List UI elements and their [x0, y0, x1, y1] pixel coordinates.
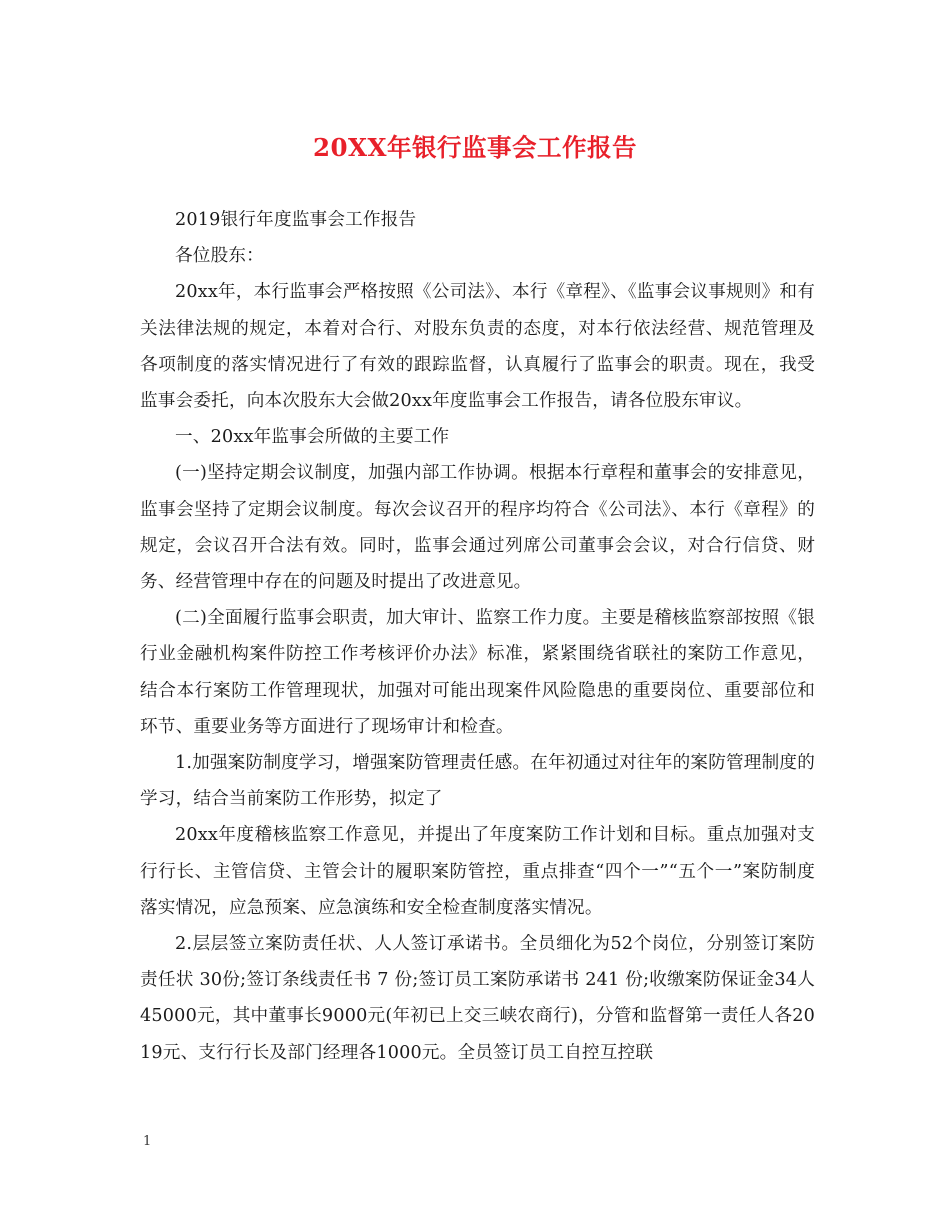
paragraph-subsection-2: (二)全面履行监事会职责，加大审计、监察工作力度。主要是稽核监察部按照《银行业金融机构案件防控工作考核评价办法》标准，紧紧围绕省联社的案防工作意见，结合本行案防工作管理现状，加强对可能出现案件风险隐患的重要岗位、重要部位和环节、重要业务等方面进行了现场审计和检查。 — [140, 608, 815, 737]
document-body — [140, 202, 815, 1071]
paragraph-intro: 20xx年，本行监事会严格按照《公司法》、本行《章程》、《监事会议事规则》和有关法律法规的规定，本着对合行、对股东负责的态度，对本行依法经营、规范管理及各项制度的落实情况进行了有效的跟踪监督，认真履行了监事会的职责。现在，我受监事会委托，向本次股东大会做20xx年度监事会工作报告，请各位股东审议。 — [140, 282, 815, 412]
paragraph-item-2: 2.层层签立案防责任状、人人签订承诺书。全员细化为52个岗位，分别签订案防责任状 30份;签订条线责任书 7 份;签订员工案防承诺书 241 份;收缴案防保证金34人45000元，其中董事长9000元(年初已上交三峡农商行)，分管和监督第一责任人各2019元、支行行长及部门经理各1000元。全员签订员工自控互控联 — [140, 934, 815, 1063]
paragraph-item-1-continued: 20xx年度稽核监察工作意见，并提出了年度案防工作计划和目标。重点加强对支行行长、主管信贷、主管会计的履职案防管控，重点排查“四个一”“五个一”案防制度落实情况，应急预案、应急演练和安全检查制度落实情况。 — [140, 825, 815, 918]
paragraph-subsection-1: (一)坚持定期会议制度，加强内部工作协调。根据本行章程和董事会的安排意见，监事会坚持了定期会议制度。每次会议召开的程序均符合《公司法》、本行《章程》的规定，会议召开合法有效。同时，监事会通过列席公司董事会会议，对合行信贷、财务、经营管理中存在的问题及时提出了改进意见。 — [140, 463, 815, 593]
page-number: 1 — [143, 1134, 152, 1149]
paragraph-item-1: 1.加强案防制度学习，增强案防管理责任感。在年初通过对往年的案防管理制度的学习，结合当前案防工作形势，拟定了 — [140, 753, 815, 810]
section-heading-1: 一、20xx年监事会所做的主要工作 — [175, 427, 450, 448]
paragraph-salutation: 各位股东： — [175, 246, 264, 267]
paragraph-subtitle: 2019银行年度监事会工作报告 — [175, 210, 417, 230]
document-title: 20XX年银行监事会工作报告 — [312, 133, 638, 162]
